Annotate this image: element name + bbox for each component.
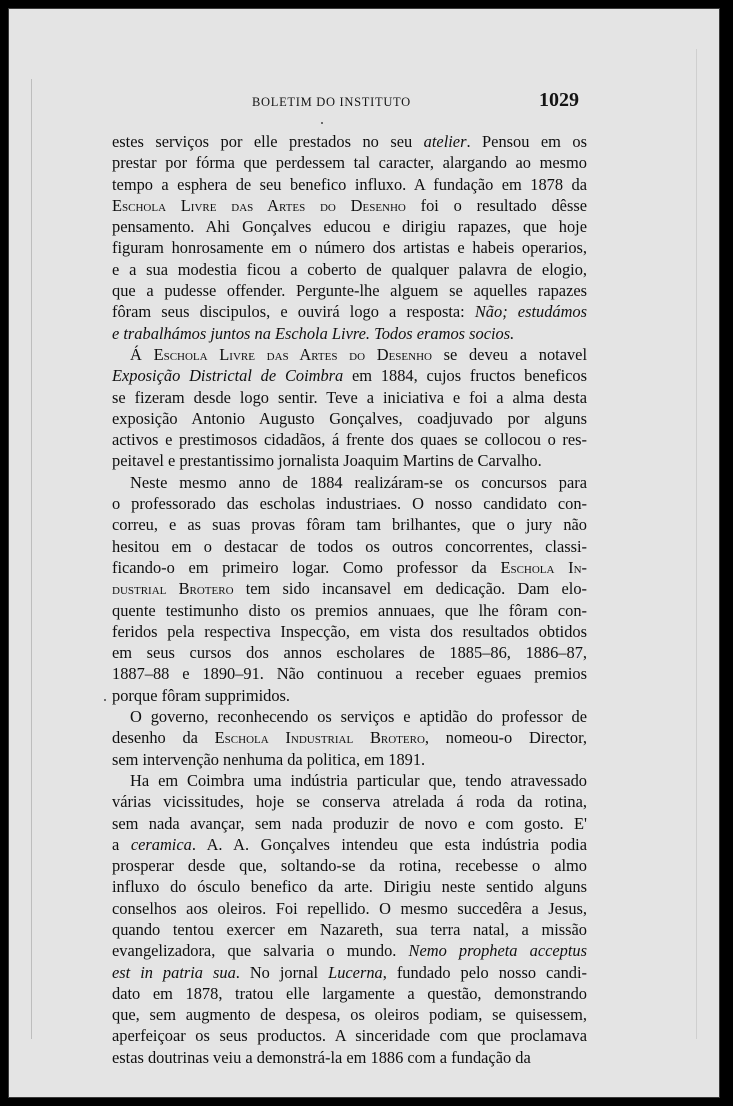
paragraph — [112, 344, 587, 472]
text-run: dato em 1878, tratou elle largamente a questão, demonstrando — [112, 983, 587, 1003]
text-run: tempo a esphera de seu benefico influxo. A fundação em 1878 da — [112, 174, 587, 194]
page-edge-line — [696, 49, 697, 1039]
text-run: pensamento. Ahi Gonçalves educou e dirigiu rapazes, que hoje — [112, 217, 587, 237]
small-caps-run: Eschola In- — [500, 557, 587, 577]
text-run: correu, e as suas provas fôram tam brilhantes, que o jury não — [112, 515, 587, 535]
text-run: se deveu a notavel — [431, 344, 588, 364]
text-line — [112, 962, 587, 983]
text-line — [112, 663, 587, 684]
text-line — [112, 813, 587, 834]
paragraph — [112, 706, 587, 770]
text-line — [112, 301, 587, 322]
text-line — [112, 174, 587, 195]
text-line — [112, 131, 587, 152]
page-edge-shadow — [31, 79, 32, 1039]
text-line — [112, 1025, 587, 1046]
small-caps-run: Eschola Livre das Artes do Desenho — [153, 344, 432, 364]
text-run: O governo, reconhecendo os serviços e aptidão do professor de — [130, 707, 587, 727]
text-line — [112, 152, 587, 173]
text-line — [112, 450, 587, 471]
text-line — [112, 706, 587, 727]
text-run: quente testimunho disto os premios annuaes, que lhe fôram con- — [112, 600, 587, 620]
text-line — [112, 834, 587, 855]
text-line — [112, 898, 587, 919]
text-run: aperfeiçoar os seus productos. A sinceridade com que proclamava — [112, 1026, 587, 1046]
print-speck — [321, 122, 323, 124]
small-caps-run: Eschola Livre das Artes do Desenho — [112, 195, 406, 215]
text-run: que, sem augmento de despesa, os oleiros podiam, se quisessem, — [112, 1005, 587, 1025]
italic-run: Não; estudámos — [474, 302, 587, 322]
text-line — [112, 280, 587, 301]
text-line — [112, 855, 587, 876]
text-line — [112, 983, 587, 1004]
text-run: activos e prestimosos cidadãos, á frente dos quaes se collocou o res- — [112, 430, 587, 450]
italic-run: Lucerna — [328, 962, 383, 982]
text-run: . No jornal — [235, 962, 329, 982]
text-run: em seus cursos dos annos escholares de 1885–86, 1886–87, — [112, 643, 587, 663]
text-line — [112, 237, 587, 258]
text-line — [112, 1004, 587, 1025]
paragraph — [112, 131, 587, 344]
paragraph — [112, 770, 587, 1068]
text-line — [112, 472, 587, 493]
book-page — [8, 8, 720, 1098]
text-run: o professorado das escholas industriaes. O nosso candidato con- — [112, 494, 587, 514]
text-run: tem sido incansavel em dedicação. Dam elo- — [233, 579, 587, 599]
small-caps-run: dustrial Brotero — [112, 579, 234, 599]
text-line — [112, 791, 587, 812]
text-run: fôram seus discipulos, e ouvirá logo a resposta: — [112, 302, 475, 322]
text-line — [112, 642, 587, 663]
text-run: . Pensou em os — [466, 132, 587, 151]
text-line — [112, 685, 587, 706]
text-line — [112, 876, 587, 897]
text-run: figuram honrosamente em o número dos artistas e habeis operarios, — [112, 238, 587, 258]
text-run: Neste mesmo anno de 1884 realizáram-se os concursos para — [130, 472, 587, 492]
text-line — [112, 621, 587, 642]
text-run: Á — [130, 344, 154, 364]
text-line — [112, 578, 587, 599]
text-run: desenho da — [112, 728, 215, 748]
text-line — [112, 727, 587, 748]
text-line — [112, 770, 587, 791]
text-run: peitavel e prestantissimo jornalista Joaquim Martins de Carvalho. — [112, 451, 542, 471]
text-line — [112, 493, 587, 514]
italic-run: e trabalhámos juntos na Eschola Livre. Todos eramos socios. — [112, 323, 515, 343]
text-run: sem nada avançar, sem nada produzir de novo e com gosto. E' — [112, 813, 587, 833]
text-line — [112, 749, 587, 770]
text-line — [112, 195, 587, 216]
text-run: prestar por fórma que perdessem tal caracter, alargando ao mesmo — [112, 153, 587, 173]
text-line — [112, 408, 587, 429]
running-head — [109, 89, 587, 113]
text-line — [112, 429, 587, 450]
text-line — [112, 514, 587, 535]
text-run: porque fôram supprimidos. — [112, 685, 290, 705]
text-line — [112, 919, 587, 940]
text-run: em 1884, cujos fructos beneficos — [343, 366, 587, 386]
text-run: sem intervenção nenhuma da politica, em 1891. — [112, 749, 426, 769]
text-line — [112, 344, 587, 365]
italic-run: Nemo propheta acceptus — [408, 941, 588, 961]
text-run: se fizeram desde logo sentir. Teve a iniciativa e foi a alma desta — [112, 387, 587, 407]
page-number: 1029 — [539, 89, 579, 111]
text-line — [112, 557, 587, 578]
body-text — [112, 131, 587, 1068]
text-line — [112, 387, 587, 408]
text-run: , fundado pelo nosso candi- — [382, 962, 588, 982]
text-run: , nomeou-o Director, — [424, 728, 587, 748]
text-run: influxo do ósculo benefico da arte. Dirigiu neste sentido alguns — [112, 877, 587, 897]
paragraph — [112, 472, 587, 706]
text-run: estes serviços por elle prestados no seu — [112, 132, 424, 151]
running-title: BOLETIM DO INSTITUTO — [252, 95, 411, 109]
text-run: Ha em Coimbra uma indústria particular que, tendo atravessado — [130, 770, 587, 790]
text-run: exposição Antonio Augusto Gonçalves, coadjuvado por alguns — [112, 408, 587, 428]
text-run: quando tentou exercer em Nazareth, sua terra natal, a missão — [112, 919, 587, 939]
text-run: . A. A. Gonçalves intendeu que esta indústria podia — [191, 834, 588, 854]
text-run: a — [112, 834, 131, 854]
text-run: ficando-o em primeiro logar. Como professor da — [112, 557, 501, 577]
text-line — [112, 216, 587, 237]
italic-run: Exposição Districtal de Coimbra — [112, 366, 344, 386]
text-run: várias vicissitudes, hoje se conserva atrelada á roda da rotina, — [112, 792, 587, 812]
text-run: feridos pela respectiva Inspecção, em vista dos resultados obtidos — [112, 621, 587, 641]
italic-run: ceramica — [130, 834, 192, 854]
text-run: que a pudesse offender. Pergunte-lhe alguem se aquelles rapazes — [112, 281, 587, 301]
text-run: estas doutrinas veiu a demonstrá-la em 1886 com a fundação da — [112, 1047, 531, 1067]
text-line — [112, 600, 587, 621]
text-line — [112, 1047, 587, 1068]
text-line — [112, 259, 587, 280]
text-line — [112, 323, 587, 344]
text-line — [112, 940, 587, 961]
print-speck — [104, 699, 106, 701]
italic-run: est in patria sua — [112, 962, 236, 982]
text-line — [112, 536, 587, 557]
text-run: e a sua modestia ficou a coberto de qualquer palavra de elogio, — [112, 259, 587, 279]
text-run: conselhos aos oleiros. Foi repellido. O mesmo succedêra a Jesus, — [112, 898, 587, 918]
text-line — [112, 365, 587, 386]
italic-run: atelier — [423, 132, 467, 151]
text-run: hesitou em o destacar de todos os outros concorrentes, classi- — [112, 536, 587, 556]
text-run: prosperar desde que, soltando-se da rotina, recebesse o almo — [112, 856, 587, 876]
text-run: foi o resultado dêsse — [405, 195, 587, 215]
text-run: 1887–88 e 1890–91. Não continuou a receber eguaes premios — [112, 664, 587, 684]
text-run: evangelizadora, que salvaria o mundo. — [112, 941, 409, 961]
small-caps-run: Eschola Industrial Brotero — [214, 728, 425, 748]
